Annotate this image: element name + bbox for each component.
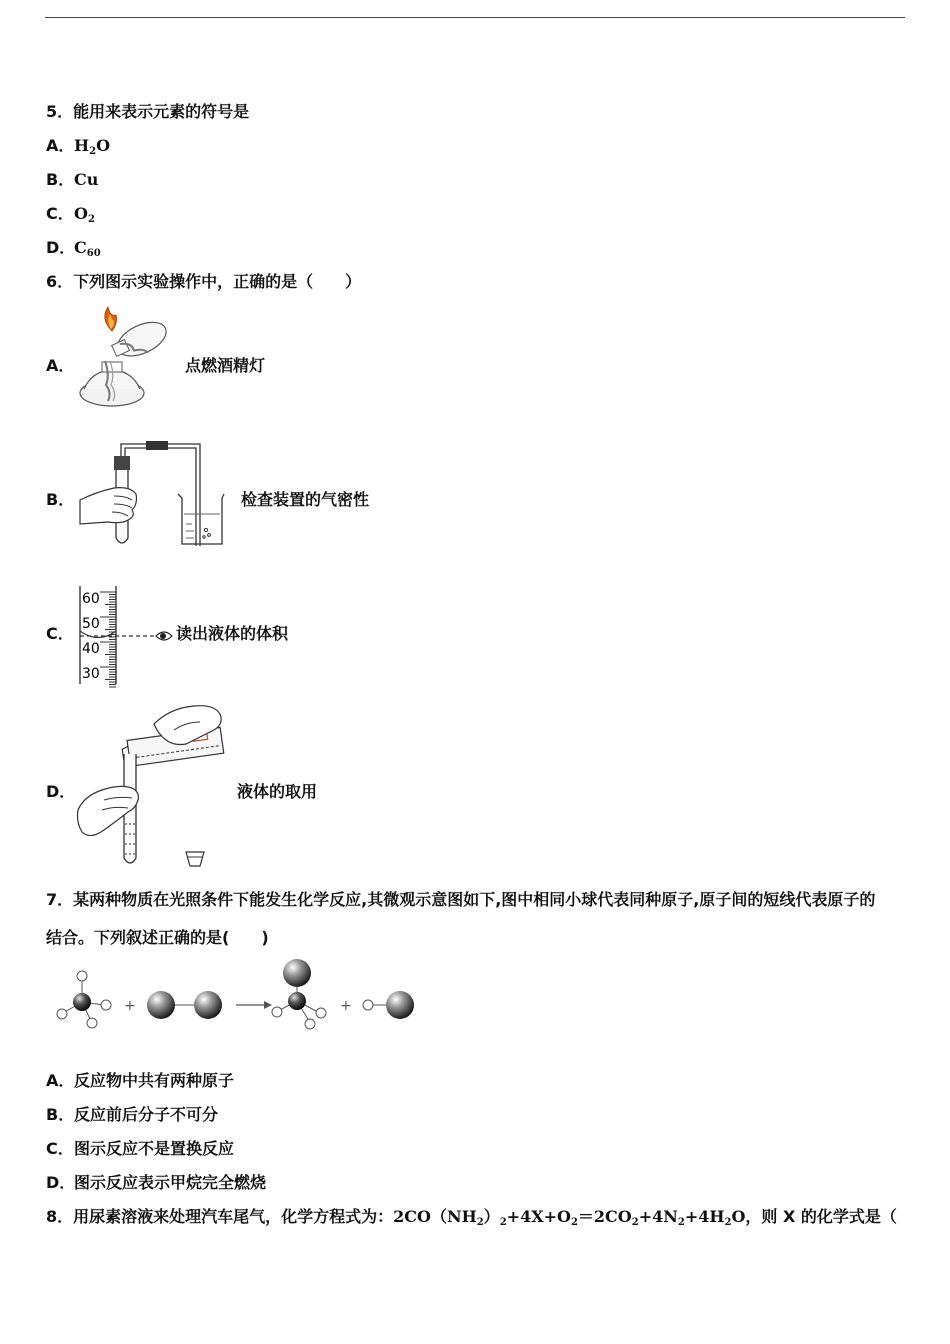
q6-option-c-caption: 读出液体的体积 [176,624,289,643]
tick-label-50: 50 [82,616,100,632]
q6-option-c-label[interactable]: C． [46,624,74,643]
q5-option-a[interactable]: A．$H_2O$ [46,136,111,157]
reaction-arrow [236,1001,272,1009]
graduated-cylinder-reading-figure [76,584,176,688]
tick-label-40: 40 [82,641,100,657]
tick-label-30: 30 [82,666,100,682]
hydrogen-chloride-molecule [363,991,414,1019]
plus-sign-2: + [340,998,352,1014]
q7-option-b[interactable]: B．反应前后分子不可分 [46,1105,219,1124]
molecular-reaction-diagram [50,958,420,1038]
alcohol-lamp-lighting-figure [70,305,175,413]
q5-option-d[interactable]: D．$C_{60}$ [46,238,101,259]
chloromethane-molecule [272,959,326,1029]
plus-sign: + [124,998,136,1014]
q7-stem-line2: 结合。下列叙述正确的是( ) [46,928,269,947]
q7-stem-line1: 7．某两种物质在光照条件下能发生化学反应,其微观示意图如下,图中相同小球代表同种原子,原子间的短线代表原子的 [46,890,876,909]
chlorine-molecule [147,991,222,1019]
q6-option-d-label[interactable]: D． [46,782,76,801]
q5-option-c[interactable]: C．$O_2$ [46,204,95,225]
header-rule [45,17,905,18]
tick-label-60: 60 [82,591,100,607]
airtightness-check-figure [78,438,228,550]
q6-option-a-label[interactable]: A． [46,356,75,375]
q8-stem: 8．用尿素溶液来处理汽车尾气，化学方程式为：$2CO(NH_2)_2+4X+O_2=2CO_2+4N_2+4H_2O$，则 X 的化学式是（ [46,1207,897,1228]
q7-option-a[interactable]: A．反应物中共有两种原子 [46,1071,235,1090]
q6-option-b-caption: 检查装置的气密性 [241,490,370,509]
q6-option-d-caption: 液体的取用 [237,782,318,801]
q5-option-b[interactable]: B．Cu [46,170,99,189]
q7-option-c[interactable]: C．图示反应不是置换反应 [46,1139,235,1158]
q7-option-d[interactable]: D．图示反应表示甲烷完全燃烧 [46,1173,267,1192]
q6-option-a-caption: 点燃酒精灯 [185,356,266,375]
q6-option-b-label[interactable]: B． [46,490,75,509]
methane-molecule [57,971,111,1028]
q5-stem: 5．能用来表示元素的符号是 [46,102,250,121]
liquid-pouring-figure [74,700,226,872]
q8-equation: $2CO(NH_2)_2+4X+O_2=2CO_2+4N_2+4H_2O$ [393,1207,746,1228]
q6-stem: 6．下列图示实验操作中，正确的是（ ） [46,272,362,291]
